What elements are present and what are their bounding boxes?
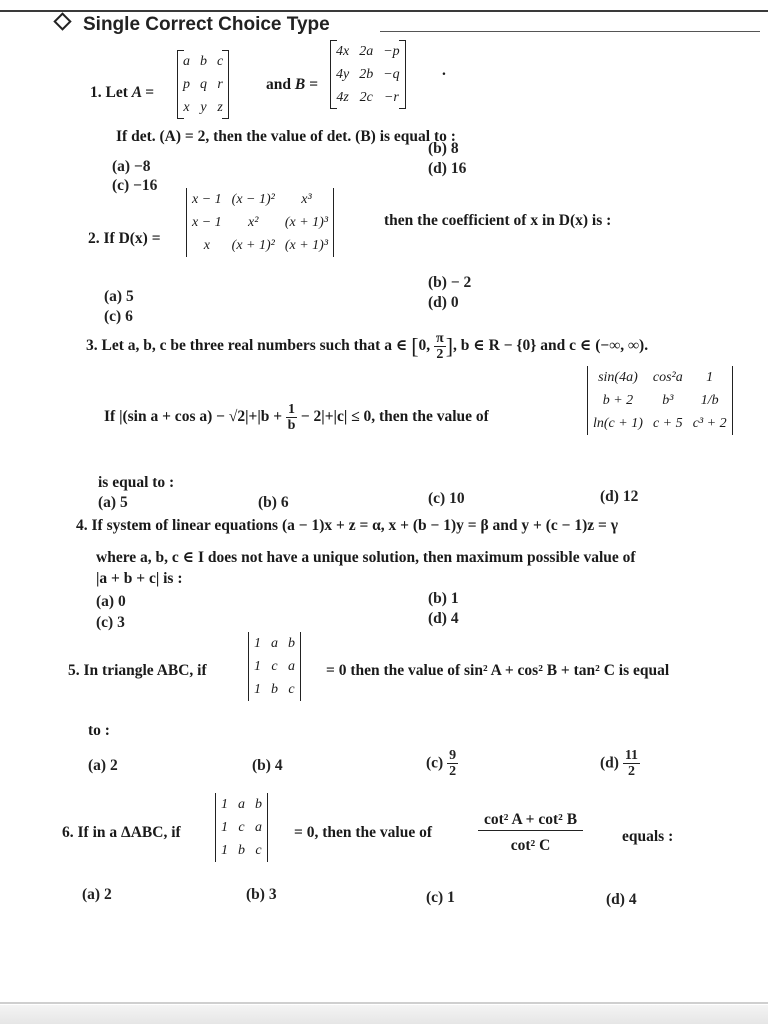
q6-fraction: $\frac{\text{cot² A + cot² B}}{\text{cot² C}}$ (478, 812, 583, 853)
q5-tail: to : (88, 722, 110, 739)
q1-option-b[interactable]: (b) 8 (428, 140, 459, 157)
q4-option-a[interactable]: (a) 0 (96, 593, 126, 610)
top-rule (0, 10, 768, 12)
q2-option-c[interactable]: (c) 6 (104, 308, 133, 325)
header-underline (380, 31, 760, 32)
q4-option-b[interactable]: (b) 1 (428, 590, 459, 607)
q1-stem: If det. (A) = 2, then the value of det. (B) is equal to : (116, 128, 456, 145)
q4-option-d[interactable]: (d) 4 (428, 610, 459, 627)
q1-matrix-b: 4x 2a −p 4y 2b −q 4z 2c −r (330, 40, 406, 109)
q3-line2: If |(sin a + cos a) − √2|+|b + $\frac{1}{b}$ − 2|+|c| ≤ 0, then the value of (104, 402, 489, 433)
q6-tail: equals : (622, 828, 674, 845)
q2-option-b[interactable]: (b) − 2 (428, 274, 472, 291)
page-edge (0, 1005, 768, 1024)
q2-option-a[interactable]: (a) 5 (104, 288, 134, 305)
q5-lhs: 5. In triangle ABC, if (68, 662, 207, 679)
q6-option-d[interactable]: (d) 4 (606, 891, 637, 908)
q1-option-a[interactable]: (a) −8 (112, 158, 151, 175)
q2-lhs: 2. If D(x) = (88, 230, 161, 247)
q6-lhs: 6. If in a ΔABC, if (62, 824, 181, 841)
q4-option-c[interactable]: (c) 3 (96, 614, 125, 631)
bottom-rule (0, 1002, 768, 1004)
q1-option-c[interactable]: (c) −16 (112, 177, 158, 194)
diamond-bullet-icon (53, 12, 71, 30)
q1-matrix-a: a b c p q r x y z (177, 50, 229, 119)
q3-option-b[interactable]: (b) 6 (258, 494, 289, 511)
q1-and: and B = (266, 76, 318, 93)
q6-option-a[interactable]: (a) 2 (82, 886, 112, 903)
q2-stem: then the coefficient of x in D(x) is : (384, 212, 612, 229)
q5-stem: = 0 then the value of sin² A + cos² B + tan² C is equal (326, 662, 670, 679)
q5-option-a[interactable]: (a) 2 (88, 757, 118, 774)
section-title: Single Correct Choice Type (83, 14, 330, 35)
q6-option-c[interactable]: (c) 1 (426, 889, 455, 906)
q6-option-b[interactable]: (b) 3 (246, 886, 277, 903)
q3-option-c[interactable]: (c) 10 (428, 490, 465, 507)
q5-option-d[interactable]: (d) $\frac{11}{2}$ (600, 748, 639, 779)
q2-option-d[interactable]: (d) 0 (428, 294, 459, 311)
q3-option-d[interactable]: (d) 12 (600, 488, 639, 505)
q3-determinant: sin(4a) cos²a 1 b + 2 b³ 1/b ln(c + 1) c + 5 c³ + 2 (587, 366, 733, 435)
q1-period: . (442, 62, 446, 79)
q2-determinant: x − 1 (x − 1)² x³ x − 1 x² (x + 1)³ x (x + 1)² (x + 1)³ (186, 188, 334, 257)
q1-option-d[interactable]: (d) 16 (428, 160, 467, 177)
q4-line2: where a, b, c ∈ I does not have a unique solution, then maximum possible value of (96, 549, 636, 566)
section-header (56, 14, 330, 36)
q1-intro: 1. Let A = (90, 84, 154, 101)
q6-determinant: 1 a b 1 c a 1 b c (215, 793, 268, 862)
q6-stem: = 0, then the value of (294, 824, 432, 841)
q5-option-b[interactable]: (b) 4 (252, 757, 283, 774)
q3-line1: 3. Let a, b, c be three real numbers such that a ∈ [0, $\frac{\pi}{2}$ ], b ∈ R − {0} and c ∈ (−∞, ∞). (86, 331, 649, 362)
q5-determinant: 1 a b 1 c a 1 b c (248, 632, 301, 701)
q3-option-a[interactable]: (a) 5 (98, 494, 128, 511)
q5-option-c[interactable]: (c) $\frac{9}{2}$ (426, 748, 457, 779)
q3-tail: is equal to : (98, 474, 175, 491)
q4-line3: |a + b + c| is : (96, 570, 183, 587)
q4-line1: 4. If system of linear equations (a − 1)x + z = α, x + (b − 1)y = β and y + (c − 1)z = γ (76, 517, 618, 534)
